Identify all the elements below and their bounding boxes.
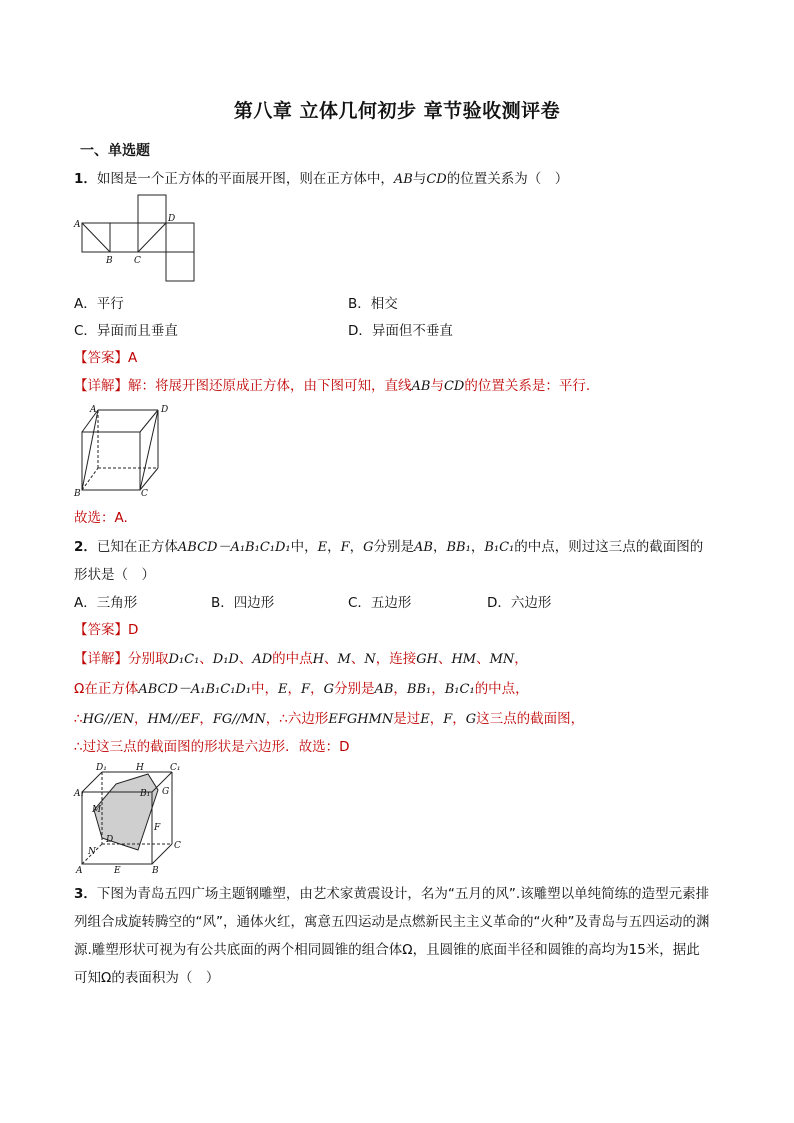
q2-detail-3: ∴HG//EN，HM//EF，FG//MN，∴六边形EFGHMN是过E，F，G这三点的截面图，: [74, 711, 585, 727]
q1-choose: 故选：A.: [74, 510, 128, 526]
section-heading: 一、单选题: [80, 143, 150, 159]
fig2-label-h: H: [136, 763, 144, 773]
cube-label-d: D: [161, 405, 169, 415]
question-number: 3．: [74, 886, 97, 902]
fig2-label-e: E: [114, 866, 121, 876]
fig2-label-d: D: [106, 835, 114, 845]
question-2: 2．已知在正方体ABCD－A₁B₁C₁D₁中，E，F，G分别是AB，BB₁，B₁C₁的中点，则过这三点的截面图的: [74, 539, 704, 555]
question-number: 1．: [74, 171, 97, 187]
question-3-line3: 源.雕塑形状可视为有公共底面的两个相同圆锥的组合体Ω，且圆锥的底面半径和圆锥的高均为15米，据此: [74, 942, 700, 958]
fig2-label-b: B: [152, 866, 159, 876]
fig2-label-b1: B₁: [140, 789, 151, 799]
q2-option-a: A．三角形: [74, 595, 138, 611]
cube-net-figure: [74, 193, 204, 285]
fig2-label-a1: A₁: [74, 789, 85, 799]
fig2-label-c1: C₁: [170, 763, 181, 773]
question-3: 3．下图为青岛五四广场主题钢雕塑，由艺术家黄震设计，名为“五月的风”.该雕塑以单纯简练的造型元素排: [74, 886, 710, 902]
q1-answer: 【答案】A: [74, 350, 138, 366]
net-label-b: B: [106, 256, 113, 266]
q2-option-c: C．五边形: [348, 595, 412, 611]
q1-option-d: D．异面但不垂直: [348, 323, 453, 339]
q1-option-a: A．平行: [74, 296, 124, 312]
question-3-line4: 可知Ω的表面积为（ ）: [74, 970, 220, 986]
fig2-label-a: A: [76, 866, 83, 876]
cube-label-c: C: [141, 489, 148, 499]
q2-section-figure: [74, 762, 194, 876]
question-3-line2: 列组合成旋转腾空的“风”，通体火红，寓意五四运动是点燃新民主主义革命的“火种”及青岛与五四运动的渊: [74, 914, 710, 930]
page-title: 第八章 立体几何初步 章节验收测评卷: [233, 100, 561, 122]
q1-detail: 【详解】解：将展开图还原成正方体，由下图可知，直线AB与CD的位置关系是：平行.: [74, 378, 591, 394]
q2-option-b: B．四边形: [211, 595, 275, 611]
cube-label-a: A: [90, 405, 97, 415]
q2-option-d: D．六边形: [487, 595, 552, 611]
fig2-label-d1: D₁: [96, 763, 107, 773]
fig2-label-g: G: [162, 787, 170, 797]
q2-detail-1: 【详解】分别取D₁C₁、D₁D、AD的中点H、M、N，连接GH、HM、MN，: [74, 651, 528, 667]
q1-option-c: C．异面而且垂直: [74, 323, 178, 339]
question-1: 1．如图是一个正方体的平面展开图，则在正方体中，AB与CD的位置关系为（ ）: [74, 171, 569, 187]
q2-detail-2: Ω在正方体ABCD－A₁B₁C₁D₁中，E，F，G分别是AB，BB₁，B₁C₁的中点，: [74, 681, 529, 697]
fig2-label-m: M: [92, 805, 102, 815]
net-label-d: D: [168, 214, 176, 224]
fig2-label-f: F: [154, 823, 161, 833]
question-number: 2．: [74, 539, 97, 555]
net-label-c: C: [134, 256, 141, 266]
net-label-a: A: [74, 220, 81, 230]
q1-option-b: B．相交: [348, 296, 398, 312]
q2-detail-4: ∴过这三点的截面图的形状是六边形．故选：D: [74, 739, 350, 755]
q1-cube-figure: [74, 402, 184, 500]
cube-label-b: B: [74, 489, 81, 499]
fig2-label-n: N: [88, 847, 96, 857]
question-2-line2: 形状是（ ）: [74, 567, 155, 583]
fig2-label-c: C: [174, 841, 181, 851]
q2-answer: 【答案】D: [74, 622, 139, 638]
